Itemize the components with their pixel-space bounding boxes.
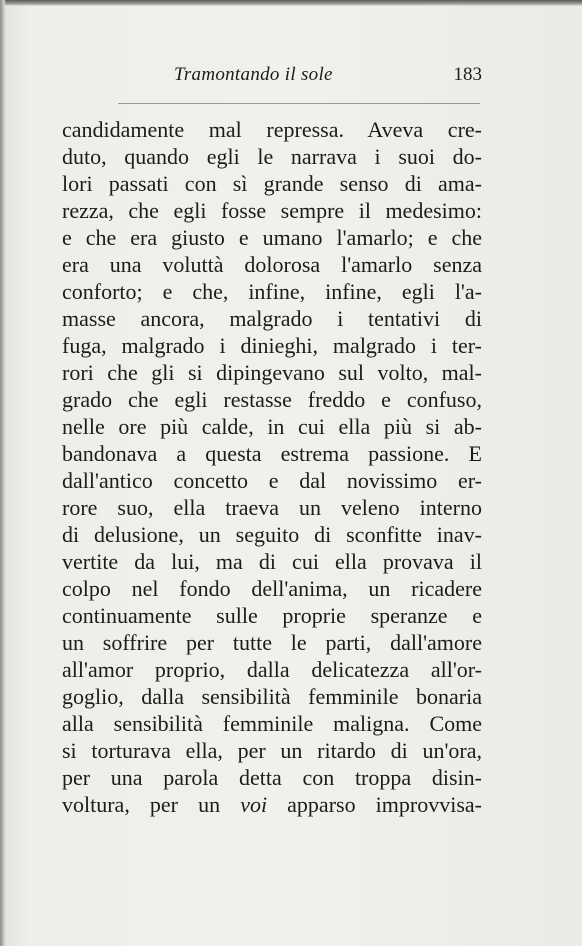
text-line: duto, quando egli le narrava i suoi do-	[62, 144, 482, 169]
text-line: vertite da lui, ma di cui ella provava il	[62, 549, 482, 574]
text-line: fuga, malgrado i dinieghi, malgrado i ter-	[62, 333, 482, 358]
italic-word: voi	[240, 792, 268, 817]
body-text	[62, 116, 482, 818]
text-line: rezza, che egli fosse sempre il medesimo:	[62, 198, 482, 223]
text-line-last	[62, 791, 482, 818]
text-line: grado che egli restasse freddo e confuso,	[62, 387, 482, 412]
text-line: conforto; e che, infine, infine, egli l'a-	[62, 279, 482, 304]
text-line: all'amor proprio, dalla delicatezza all'or-	[62, 657, 482, 682]
text-line: colpo nel fondo dell'anima, un ricadere	[62, 576, 482, 601]
page-top-edge	[0, 0, 582, 6]
text-line: masse ancora, malgrado i tentativi di	[62, 306, 482, 331]
text-line: goglio, dalla sensibilità femminile bonaria	[62, 684, 482, 709]
text-line: bandonava a questa estrema passione. E	[62, 441, 482, 466]
last-line-end: apparso improvvisa-	[267, 792, 482, 817]
text-line: rore suo, ella traeva un veleno interno	[62, 495, 482, 520]
text-line: candidamente mal repressa. Aveva cre-	[62, 117, 482, 142]
text-line: era una voluttà dolorosa l'amarlo senza	[62, 252, 482, 277]
last-line-start: voltura, per un	[62, 792, 241, 817]
text-line: alla sensibilità femminile maligna. Come	[62, 711, 482, 736]
header-rule	[118, 103, 480, 104]
text-line: dall'antico concetto e dal novissimo er-	[62, 468, 482, 493]
text-line: e che era giusto e umano l'amarlo; e che	[62, 225, 482, 250]
text-line: nelle ore più calde, in cui ella più si ab-	[62, 414, 482, 439]
text-line: continuamente sulle proprie speranze e	[62, 603, 482, 628]
text-line: un soffrire per tutte le parti, dall'amore	[62, 630, 482, 655]
page-number: 183	[453, 64, 482, 85]
running-title: Tramontando il sole	[174, 64, 333, 85]
text-line: per una parola detta con troppa disin-	[62, 765, 482, 790]
text-line: di delusione, un seguito di sconfitte inav-	[62, 522, 482, 547]
text-line: rori che gli si dipingevano sul volto, mal-	[62, 360, 482, 385]
text-line: lori passati con sì grande senso di ama-	[62, 171, 482, 196]
text-line: si torturava ella, per un ritardo di un'ora,	[62, 738, 482, 763]
page-header	[62, 64, 482, 92]
page-binding-edge	[0, 0, 6, 946]
